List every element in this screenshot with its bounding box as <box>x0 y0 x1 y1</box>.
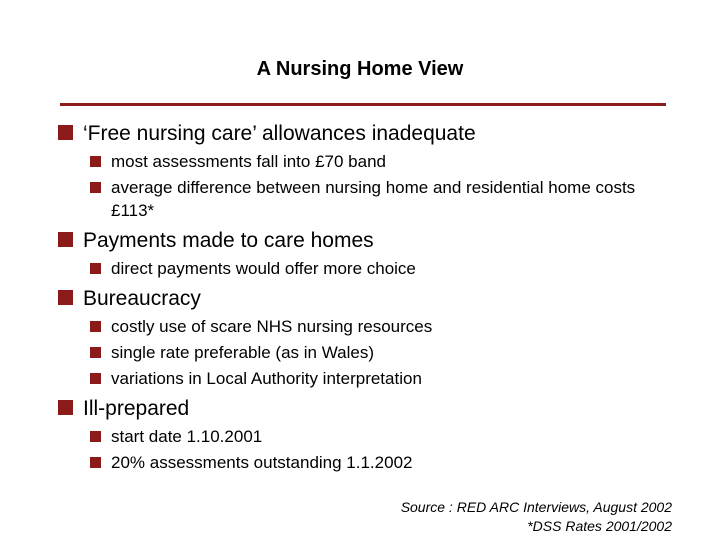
bullet-label: single rate preferable (as in Wales) <box>111 343 374 362</box>
bullet-level-2 <box>90 257 698 280</box>
bullet-label: 20% assessments outstanding 1.1.2002 <box>111 453 413 472</box>
square-bullet-icon <box>90 431 101 442</box>
square-bullet-icon <box>90 457 101 468</box>
bullet-level-1 <box>58 285 698 312</box>
bullet-level-1 <box>58 120 698 147</box>
sub-bullet-list <box>90 257 698 280</box>
section-free-nursing-care <box>58 120 698 222</box>
sub-bullet-list <box>90 150 698 222</box>
bullet-level-1 <box>58 227 698 254</box>
rates-footnote: *DSS Rates 2001/2002 <box>527 518 672 534</box>
sub-bullet-list <box>90 315 698 390</box>
bullet-label: start date 1.10.2001 <box>111 427 263 446</box>
square-bullet-icon <box>90 156 101 167</box>
bullet-label: Ill-prepared <box>83 397 190 420</box>
bullet-label: costly use of scare NHS nursing resources <box>111 317 433 336</box>
bullet-level-2 <box>90 451 698 474</box>
title-divider <box>60 103 666 106</box>
bullet-label: ‘Free nursing care’ allowances inadequate <box>83 122 476 145</box>
square-bullet-icon <box>90 182 101 193</box>
section-ill-prepared <box>58 395 698 474</box>
bullet-level-2 <box>90 150 698 173</box>
square-bullet-icon <box>58 232 73 247</box>
square-bullet-icon <box>58 290 73 305</box>
bullet-content <box>58 120 698 479</box>
bullet-label: average difference between nursing home and residential home costs £113* <box>111 178 636 220</box>
square-bullet-icon <box>58 400 73 415</box>
source-footnote <box>401 498 672 536</box>
bullet-label: variations in Local Authority interpretation <box>111 369 422 388</box>
square-bullet-icon <box>90 347 101 358</box>
bullet-label: direct payments would offer more choice <box>111 259 416 278</box>
slide-title: A Nursing Home View <box>256 58 464 80</box>
bullet-level-2 <box>90 315 698 338</box>
bullet-label: most assessments fall into £70 band <box>111 152 386 171</box>
bullet-label: Payments made to care homes <box>83 229 374 252</box>
bullet-level-2 <box>90 341 698 364</box>
square-bullet-icon <box>90 373 101 384</box>
square-bullet-icon <box>90 321 101 332</box>
bullet-level-1 <box>58 395 698 422</box>
bullet-label: Bureaucracy <box>83 287 201 310</box>
bullet-level-2 <box>90 425 698 448</box>
section-payments <box>58 227 698 280</box>
bullet-level-2 <box>90 176 698 222</box>
square-bullet-icon <box>90 263 101 274</box>
sub-bullet-list <box>90 425 698 474</box>
source-line: Source : RED ARC Interviews, August 2002 <box>400 499 672 515</box>
square-bullet-icon <box>58 125 73 140</box>
section-bureaucracy <box>58 285 698 390</box>
bullet-level-2 <box>90 367 698 390</box>
